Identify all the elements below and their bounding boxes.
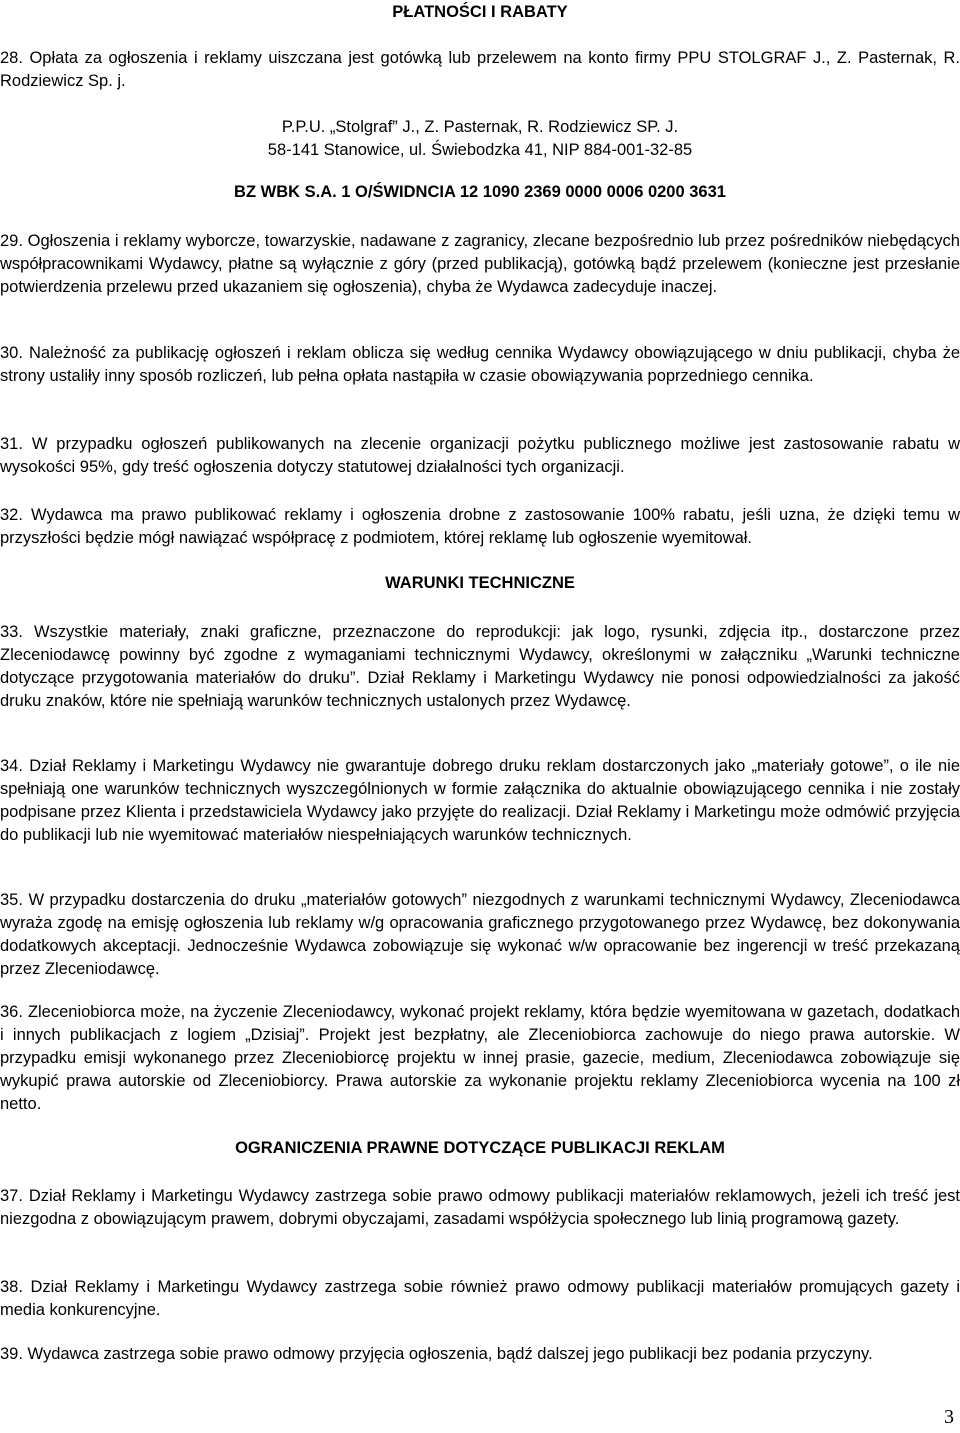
page-number: 3 (944, 1406, 954, 1428)
section-heading-legal: OGRANICZENIA PRAWNE DOTYCZĄCE PUBLIKACJI REKLAM (235, 1139, 725, 1157)
paragraph-text: 28. Opłata za ogłoszenia i reklamy uiszczana jest gotówką lub przelewem na konto firmy PPU STOLGRAF J., Z. Pasternak, R. Rodziewicz Sp. j. (0, 49, 960, 90)
paragraph-text: 34. Dział Reklamy i Marketingu Wydawcy nie gwarantuje dobrego druku reklam dostarczonych jako „materiały gotowe”, o ile nie spełniają one warunków technicznych wyszczególnionych w formie załącznika do aktualnie obowiązującego cennika i nie zostały podpisane przez Klienta i przedstawiciela Wydawcy jako przyjęte do realizacji. Dział Reklamy i Marketingu może odmówić przyjęcia do publikacji lub nie wyemitować materiałów niespełniających warunków technicznych. (0, 757, 960, 844)
paragraph-29 (0, 230, 960, 299)
paragraph-39 (0, 1343, 960, 1366)
paragraph-37 (0, 1185, 960, 1231)
paragraph-38 (0, 1276, 960, 1322)
paragraph-text: 31. W przypadku ogłoszeń publikowanych na zlecenie organizacji pożytku publicznego możliwe jest zastosowanie rabatu w wysokości 95%, gdy treść ogłoszenia dotyczy statutowej działalności tych organizacji. (0, 435, 960, 476)
paragraph-text: 30. Należność za publikację ogłoszeń i reklam oblicza się według cennika Wydawcy obowiązującego w dniu publikacji, chyba że strony ustaliły inny sposób rozliczeń, lub pełna opłata nastąpiła w czasie obowiązywania poprzedniego cennika. (0, 344, 960, 385)
paragraph-text: 29. Ogłoszenia i reklamy wyborcze, towarzyskie, nadawane z zagranicy, zlecane bezpośrednio lub przez pośredników niebędących współpracownikami Wydawcy, płatne są wyłącznie z góry (przed publikacją), gotówką bądź przelewem (konieczne jest przesłanie potwierdzenia przelewu przed ukazaniem się ogłoszenia), chyba że Wydawca zadecyduje inaczej. (0, 232, 960, 296)
paragraph-36 (0, 1001, 960, 1116)
paragraph-33 (0, 621, 960, 713)
paragraph-30 (0, 342, 960, 388)
paragraph-text: 38. Dział Reklamy i Marketingu Wydawcy zastrzega sobie również prawo odmowy publikacji materiałów promujących gazety i media konkurencyjne. (0, 1278, 960, 1319)
paragraph-text: 32. Wydawca ma prawo publikować reklamy i ogłoszenia drobne z zastosowanie 100% rabatu, jeśli uzna, że dzięki temu w przyszłości będzie mógł nawiązać współpracę z podmiotem, której reklamę lub ogłoszenie wyemitował. (0, 506, 960, 547)
company-name-line: P.P.U. „Stolgraf” J., Z. Pasternak, R. Rodziewicz SP. J. (281, 118, 679, 136)
paragraph-text: 37. Dział Reklamy i Marketingu Wydawcy zastrzega sobie prawo odmowy publikacji materiałów reklamowych, jeżeli ich treść jest niezgodna z obowiązującym prawem, dobrymi obyczajami, zasadami współżycia społecznego lub linią programową gazety. (0, 1187, 960, 1228)
section-heading-technical: WARUNKI TECHNICZNE (385, 574, 575, 592)
company-address-line: 58-141 Stanowice, ul. Świebodzka 41, NIP 884-001-32-85 (267, 141, 693, 159)
paragraph-35 (0, 889, 960, 981)
paragraph-34 (0, 755, 960, 847)
paragraph-text: 36. Zleceniobiorca może, na życzenie Zleceniodawcy, wykonać projekt reklamy, która będzie wyemitowana w gazetach, dodatkach i innych publikacjach z logiem „Dzisiaj”. Projekt jest bezpłatny, ale Zleceniobiorca zachowuje do niego prawa autorskie. W przypadku emisji wykonanego przez Zleceniobiorcę projektu w innej prasie, gazecie, medium, Zleceniodawca zobowiązuje się wykupić prawa autorskie od Zleceniobiorcy. Prawa autorskie za wykonanie projektu reklamy Zleceniobiorca wycenia na 100 zł netto. (0, 1003, 960, 1113)
section-heading-payments: PŁATNOŚCI I RABATY (392, 3, 568, 21)
paragraph-28 (0, 47, 960, 93)
paragraph-text: 33. Wszystkie materiały, znaki graficzne, przeznaczone do reprodukcji: jak logo, rysunki, zdjęcia itp., dostarczone przez Zleceniodawcę powinny być zgodne z wymaganiami technicznymi Wydawcy, określonymi w załączniku „Warunki techniczne dotyczące przygotowania materiałów do druku”. Dział Reklamy i Marketingu Wydawcy nie ponosi odpowiedzialności za jakość druku znaków, które nie spełniają warunków technicznych ustalonych przez Wydawcę. (0, 623, 960, 710)
paragraph-text: 35. W przypadku dostarczenia do druku „materiałów gotowych” niezgodnych z warunkami technicznymi Wydawcy, Zleceniodawca wyraża zgodę na emisję ogłoszenia lub reklamy w/g opracowania graficznego przygotowanego przez Wydawcę, bez dokonywania dodatkowych akceptacji. Jednocześnie Wydawca zobowiązuje się wykonać w/w opracowanie bez ingerencji w treść przekazaną przez Zleceniodawcę. (0, 891, 960, 978)
bank-account-line: BZ WBK S.A. 1 O/ŚWIDNCIA 12 1090 2369 0000 0006 0200 3631 (234, 183, 726, 201)
paragraph-text: 39. Wydawca zastrzega sobie prawo odmowy przyjęcia ogłoszenia, bądź dalszej jego publikacji bez podania przyczyny. (0, 1345, 873, 1363)
paragraph-32 (0, 504, 960, 550)
paragraph-31 (0, 433, 960, 479)
